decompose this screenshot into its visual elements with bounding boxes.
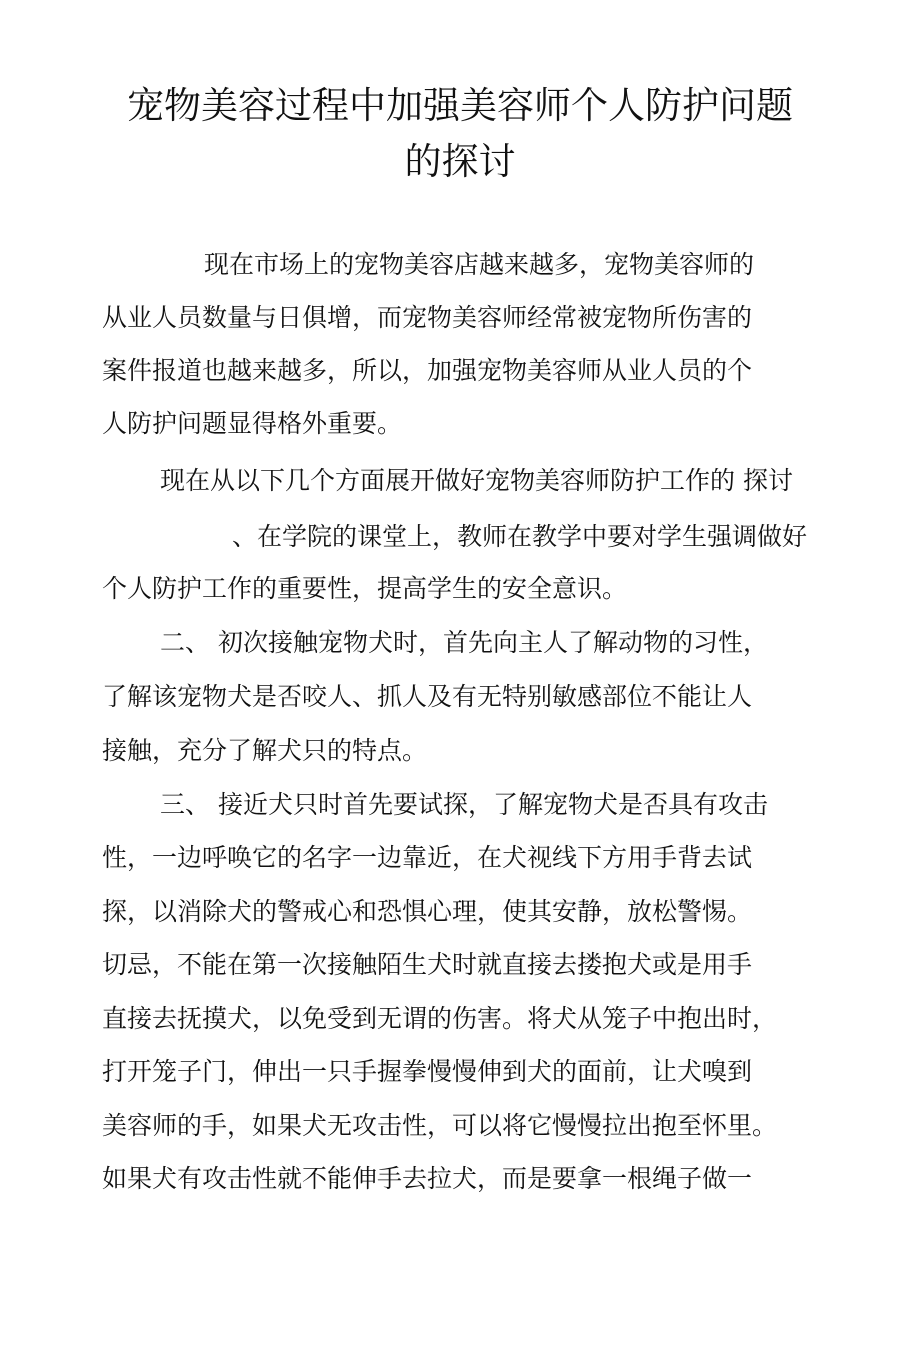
body-line-9: 了解该宠物犬是否咬人、抓人及有无特别敏感部位不能让人 <box>102 682 753 711</box>
title-line-2: 的探讨 <box>404 140 516 183</box>
body-line-2: 从业人员数量与日俱增，而宠物美容师经常被宠物所伤害的 <box>102 303 753 332</box>
body-line-18: 如果犬有攻击性就不能伸手去拉犬，而是要拿一根绳子做一 <box>102 1164 753 1193</box>
body-line-14: 切忌，不能在第一次接触陌生犬时就直接去搂抱犬或是用手 <box>102 950 753 979</box>
body-line-11: 三、 接近犬只时首先要试探，了解宠物犬是否具有攻击 <box>160 790 768 819</box>
body-line-3: 案件报道也越来越多，所以，加强宠物美容师从业人员的个 <box>102 356 753 385</box>
body-line-1: 现在市场上的宠物美容店越来越多，宠物美容师的 <box>204 250 755 279</box>
body-line-15: 直接去抚摸犬，以免受到无谓的伤害。将犬从笼子中抱出时， <box>102 1004 778 1033</box>
body-line-17: 美容师的手，如果犬无攻击性，可以将它慢慢拉出抱至怀里。 <box>102 1111 778 1140</box>
body-line-6: 、在学院的课堂上，教师在教学中要对学生强调做好 <box>232 522 808 551</box>
body-line-10: 接触，充分了解犬只的特点。 <box>102 736 428 765</box>
body-line-4: 人防护问题显得格外重要。 <box>102 409 403 438</box>
body-line-16: 打开笼子门，伸出一只手握拳慢慢伸到犬的面前，让犬嗅到 <box>102 1057 753 1086</box>
body-line-8: 二、 初次接触宠物犬时，首先向主人了解动物的习性， <box>160 628 768 657</box>
body-line-13: 探，以消除犬的警戒心和恐惧心理，使其安静，放松警惕。 <box>102 897 753 926</box>
title-line-1: 宠物美容过程中加强美容师个人防护问题 <box>127 84 793 127</box>
body-line-7: 个人防护工作的重要性，提高学生的安全意识。 <box>102 574 628 603</box>
body-line-12: 性，一边呼唤它的名字一边靠近，在犬视线下方用手背去试 <box>102 843 753 872</box>
document-title <box>100 78 820 190</box>
body-line-5: 现在从以下几个方面展开做好宠物美容师防护工作的 探讨 <box>160 466 793 495</box>
